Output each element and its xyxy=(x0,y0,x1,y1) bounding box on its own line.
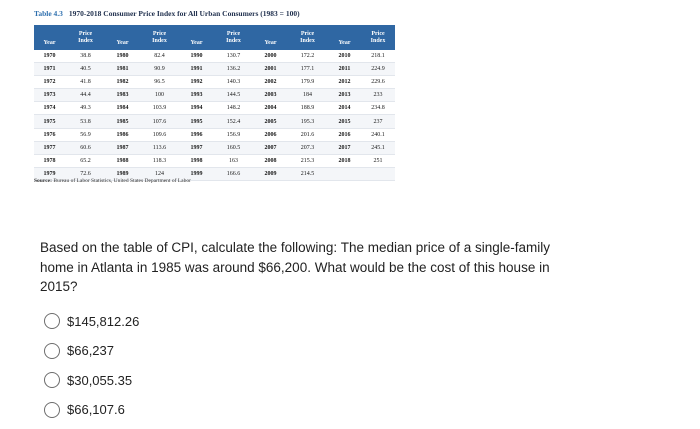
table-header-row xyxy=(34,25,395,50)
table-cell-year: 1995 xyxy=(180,115,213,128)
table-caption xyxy=(34,9,300,18)
table-cell-index: 237 xyxy=(361,115,395,128)
option-label: $145,812.26 xyxy=(67,313,140,329)
table-row xyxy=(34,141,395,154)
table-cell-year: 2005 xyxy=(254,115,287,128)
cpi-table xyxy=(34,25,395,181)
table-cell-index: 245.1 xyxy=(361,141,395,154)
table-cell-index: 233 xyxy=(361,89,395,102)
header-price-index: Price Index xyxy=(361,25,395,50)
table-cell-index: 251 xyxy=(361,154,395,167)
table-cell-year: 2018 xyxy=(328,154,361,167)
table-cell-index: 152.4 xyxy=(213,115,254,128)
table-cell-index: 124 xyxy=(139,167,180,180)
radio-button[interactable] xyxy=(44,313,60,329)
header-price-index: Price Index xyxy=(287,25,328,50)
header-year: Year xyxy=(180,25,213,50)
table-cell-year: 1976 xyxy=(34,128,65,141)
table-cell-year: 1982 xyxy=(106,76,139,89)
table-cell-index: 224.9 xyxy=(361,63,395,76)
header-year: Year xyxy=(106,25,139,50)
table-cell-year: 1978 xyxy=(34,154,65,167)
table-cell-year: 1992 xyxy=(180,76,213,89)
table-cell-year: 2015 xyxy=(328,115,361,128)
table-cell-index: 188.9 xyxy=(287,102,328,115)
table-cell-year: 1989 xyxy=(106,167,139,180)
header-year: Year xyxy=(34,25,65,50)
table-cell-year: 2004 xyxy=(254,102,287,115)
table-cell-year: 2016 xyxy=(328,128,361,141)
option-label: $66,237 xyxy=(67,343,114,358)
table-cell-index: 234.8 xyxy=(361,102,395,115)
table-cell-year: 1971 xyxy=(34,63,65,76)
table-cell-index: 53.8 xyxy=(65,115,106,128)
table-row xyxy=(34,50,395,63)
radio-button[interactable] xyxy=(44,402,60,418)
header-year: Year xyxy=(254,25,287,50)
table-row xyxy=(34,102,395,115)
table-cell-index xyxy=(361,167,395,180)
table-row xyxy=(34,89,395,102)
table-cell-index: 148.2 xyxy=(213,102,254,115)
table-cell-index: 172.2 xyxy=(287,50,328,63)
table-cell-index: 56.9 xyxy=(65,128,106,141)
header-price-index: Price Index xyxy=(213,25,254,50)
table-cell-index: 140.3 xyxy=(213,76,254,89)
table-cell-index: 201.6 xyxy=(287,128,328,141)
table-cell-index: 207.3 xyxy=(287,141,328,154)
table-cell-index: 240.1 xyxy=(361,128,395,141)
table-row xyxy=(34,128,395,141)
table-cell-year: 1981 xyxy=(106,63,139,76)
table-cell-index: 49.3 xyxy=(65,102,106,115)
question-text: Based on the table of CPI, calculate the following: The median price of a single-family home in Atlanta in 1985 was around $66,200. What would be the cost of this house in 2015? xyxy=(40,240,551,294)
table-cell-year: 1977 xyxy=(34,141,65,154)
table-cell-year: 1987 xyxy=(106,141,139,154)
table-cell-index: 96.5 xyxy=(139,76,180,89)
table-row xyxy=(34,76,395,89)
answer-option[interactable] xyxy=(40,400,139,420)
table-cell-index: 65.2 xyxy=(65,154,106,167)
table-cell-year: 2013 xyxy=(328,89,361,102)
table-cell-year: 2009 xyxy=(254,167,287,180)
table-cell-index: 60.6 xyxy=(65,141,106,154)
table-cell-index: 118.3 xyxy=(139,154,180,167)
answer-option[interactable] xyxy=(40,341,139,361)
table-row xyxy=(34,63,395,76)
answer-options xyxy=(40,311,139,429)
table-cell-index: 109.6 xyxy=(139,128,180,141)
table-cell-year xyxy=(328,167,361,180)
table-cell-year: 1973 xyxy=(34,89,65,102)
table-cell-index: 72.6 xyxy=(65,167,106,180)
table-cell-year: 2010 xyxy=(328,50,361,63)
table-cell-year: 2011 xyxy=(328,63,361,76)
table-cell-year: 1996 xyxy=(180,128,213,141)
table-cell-year: 2008 xyxy=(254,154,287,167)
table-cell-index: 40.5 xyxy=(65,63,106,76)
table-cell-year: 2006 xyxy=(254,128,287,141)
table-cell-year: 1988 xyxy=(106,154,139,167)
table-cell-year: 1972 xyxy=(34,76,65,89)
table-cell-index: 107.6 xyxy=(139,115,180,128)
table-cell-index: 214.5 xyxy=(287,167,328,180)
table-cell-year: 2002 xyxy=(254,76,287,89)
table-body xyxy=(34,50,395,180)
table-cell-index: 179.9 xyxy=(287,76,328,89)
table-number: Table 4.3 xyxy=(34,9,63,18)
table-cell-index: 229.6 xyxy=(361,76,395,89)
header-year: Year xyxy=(328,25,361,50)
table-cell-year: 2000 xyxy=(254,50,287,63)
table-cell-index: 41.8 xyxy=(65,76,106,89)
table-cell-index: 156.9 xyxy=(213,128,254,141)
table-cell-year: 1974 xyxy=(34,102,65,115)
table-cell-year: 1984 xyxy=(106,102,139,115)
table-cell-year: 1998 xyxy=(180,154,213,167)
table-cell-index: 144.5 xyxy=(213,89,254,102)
table-cell-index: 44.4 xyxy=(65,89,106,102)
table-cell-year: 2017 xyxy=(328,141,361,154)
table-cell-year: 1979 xyxy=(34,167,65,180)
table-cell-year: 1993 xyxy=(180,89,213,102)
option-label: $30,055.35 xyxy=(67,372,133,388)
answer-option[interactable] xyxy=(40,370,139,390)
table-cell-year: 2001 xyxy=(254,63,287,76)
table-source: Source: Bureau of Labor Statistics, United States Department of Labor xyxy=(34,178,191,184)
table-cell-index: 166.6 xyxy=(213,167,254,180)
radio-button[interactable] xyxy=(44,343,60,359)
table-cell-index: 90.9 xyxy=(139,63,180,76)
table-cell-index: 100 xyxy=(139,89,180,102)
table-cell-index: 82.4 xyxy=(139,50,180,63)
table-cell-year: 2012 xyxy=(328,76,361,89)
table-cell-year: 1985 xyxy=(106,115,139,128)
table-cell-year: 1980 xyxy=(106,50,139,63)
table-cell-index: 136.2 xyxy=(213,63,254,76)
table-title: 1970-2018 Consumer Price Index for All Urban Consumers (1983 = 100) xyxy=(68,9,300,18)
table-cell-index: 130.7 xyxy=(213,50,254,63)
table-cell-year: 1990 xyxy=(180,50,213,63)
table-cell-year: 1970 xyxy=(34,50,65,63)
table-cell-year: 1994 xyxy=(180,102,213,115)
table-cell-year: 2014 xyxy=(328,102,361,115)
header-price-index: Price Index xyxy=(139,25,180,50)
table-row xyxy=(34,115,395,128)
table-cell-year: 1975 xyxy=(34,115,65,128)
table-cell-index: 163 xyxy=(213,154,254,167)
table-cell-index: 184 xyxy=(287,89,328,102)
header-price-index: Price Index xyxy=(65,25,106,50)
table-cell-year: 2003 xyxy=(254,89,287,102)
table-cell-index: 177.1 xyxy=(287,63,328,76)
table-cell-index: 218.1 xyxy=(361,50,395,63)
radio-button[interactable] xyxy=(44,372,60,388)
table-cell-year: 1991 xyxy=(180,63,213,76)
table-cell-index: 113.6 xyxy=(139,141,180,154)
table-cell-index: 215.3 xyxy=(287,154,328,167)
answer-option[interactable] xyxy=(40,311,139,331)
table-cell-year: 1986 xyxy=(106,128,139,141)
table-cell-index: 160.5 xyxy=(213,141,254,154)
table-cell-year: 1997 xyxy=(180,141,213,154)
table-cell-year: 1999 xyxy=(180,167,213,180)
option-label: $66,107.6 xyxy=(67,402,125,417)
table-cell-index: 38.8 xyxy=(65,50,106,63)
table-cell-year: 2007 xyxy=(254,141,287,154)
table-row xyxy=(34,154,395,167)
table-cell-index: 195.3 xyxy=(287,115,328,128)
table-cell-index: 103.9 xyxy=(139,102,180,115)
table-cell-year: 1983 xyxy=(106,89,139,102)
